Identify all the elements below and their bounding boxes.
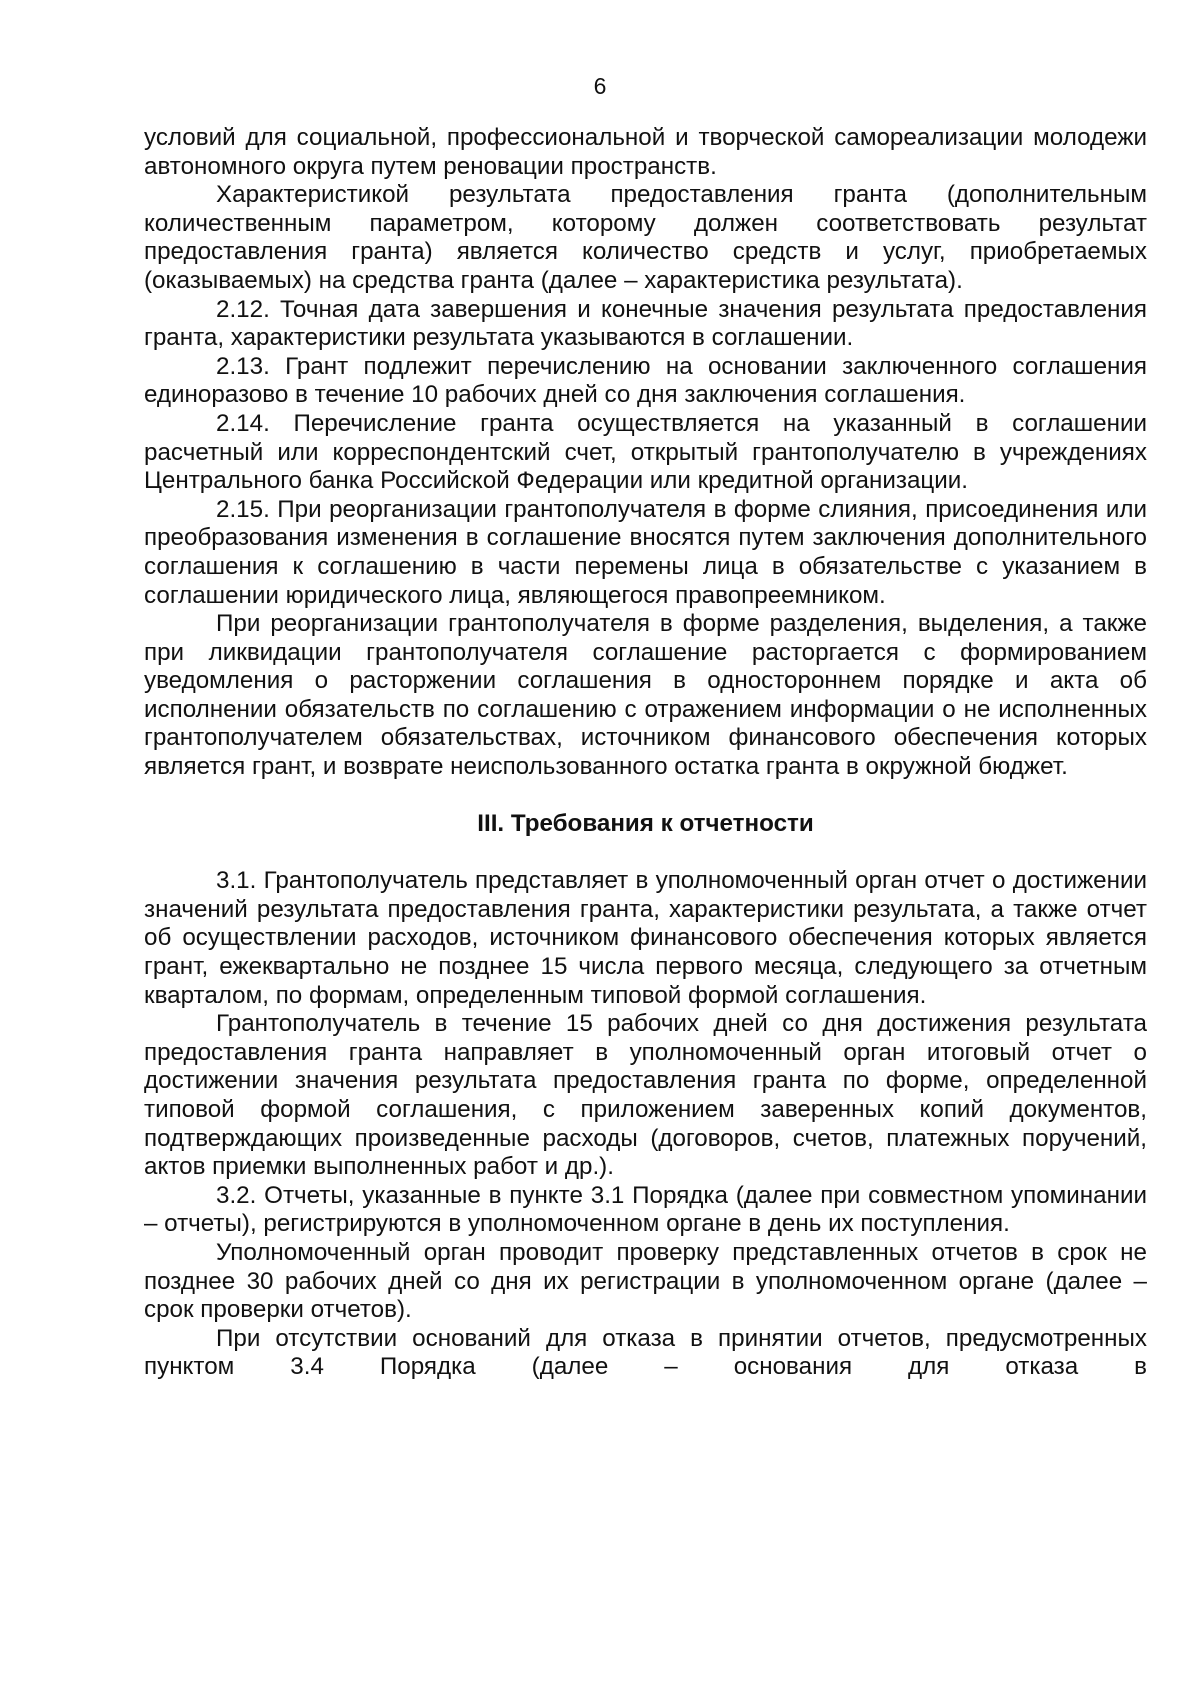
paragraph-2-14: 2.14. Перечисление гранта осуществляется на указанный в соглашении расчетный или корреспондентский счет, открытый грантополучателю в учреждениях Центрального банка Российской Федерации или кредитной организации. bbox=[144, 409, 1147, 495]
paragraph-check: Уполномоченный орган проводит проверку представленных отчетов в срок не позднее 30 рабочих дней со дня их регистрации в уполномоченном органе (далее – срок проверки отчетов). bbox=[144, 1238, 1147, 1324]
paragraph-3-1: 3.1. Грантополучатель представляет в уполномоченный орган отчет о достижении значений результата предоставления гранта, характеристики результата, а также отчет об осуществлении расходов, источником финансового обеспечения которых является грант, ежеквартально не позднее 15 числа первого месяца, следующего за отчетным кварталом, по формам, определенным типовой формой соглашения. bbox=[144, 867, 1147, 1009]
paragraph-2-13: 2.13. Грант подлежит перечислению на основании заключенного соглашения единоразово в течение 10 рабочих дней со дня заключения соглашения. bbox=[144, 352, 1147, 409]
section-heading: III. Требования к отчетности bbox=[477, 809, 814, 837]
page-number: 6 bbox=[593, 73, 607, 99]
paragraphs-before-section bbox=[144, 124, 1147, 782]
paragraph-2-15: 2.15. При реорганизации грантополучателя в форме слияния, присоединения или преобразования изменения в соглашение вносятся путем заключения дополнительного соглашения к соглашению в части перемены лица в обязательстве с указанием в соглашении юридического лица, являющегося правопреемником. bbox=[144, 495, 1147, 609]
paragraph-3-2: 3.2. Отчеты, указанные в пункте 3.1 Порядка (далее при совместном упоминании – отчеты), регистрируются в уполномоченном органе в день их поступления. bbox=[144, 1181, 1147, 1238]
paragraph-characteristic: Характеристикой результата предоставления гранта (дополнительным количественным параметром, которому должен соответствовать результат предоставления гранта) является количество средств и услуг, приобретаемых (оказываемых) на средства гранта (далее – характеристика результата). bbox=[144, 181, 1147, 294]
document-body bbox=[144, 124, 1147, 1382]
paragraph-2-12: 2.12. Точная дата завершения и конечные значения результата предоставления гранта, характеристики результата указываются в соглашении. bbox=[144, 295, 1147, 352]
paragraphs-after-section bbox=[144, 867, 1147, 1382]
paragraph-reorg: При реорганизации грантополучателя в форме разделения, выделения, а также при ликвидации грантополучателя соглашение расторгается с формированием уведомления о расторжении соглашения в одностороннем порядке и акта об исполнении обязательств по соглашению с отражением информации о не исполненных грантополучателем обязательствах, источником финансового обеспечения которых является грант, и возврате неиспользованного остатка гранта в окружной бюджет. bbox=[144, 610, 1147, 781]
paragraph-cont: условий для социальной, профессиональной и творческой самореализации молодежи автономного округа путем реновации пространств. bbox=[144, 124, 1147, 180]
paragraph-absence: При отсутствии оснований для отказа в принятии отчетов, предусмотренных пунктом 3.4 Порядка (далее – основания для отказа в bbox=[144, 1324, 1147, 1381]
paragraph-final-report: Грантополучатель в течение 15 рабочих дней со дня достижения результата предоставления гранта направляет в уполномоченный орган итоговый отчет о достижении значения результата предоставления гранта по форме, определенной типовой формой соглашения, с приложением заверенных копий документов, подтверждающих произведенные расходы (договоров, счетов, платежных поручений, актов приемки выполненных работ и др.). bbox=[144, 1010, 1147, 1181]
